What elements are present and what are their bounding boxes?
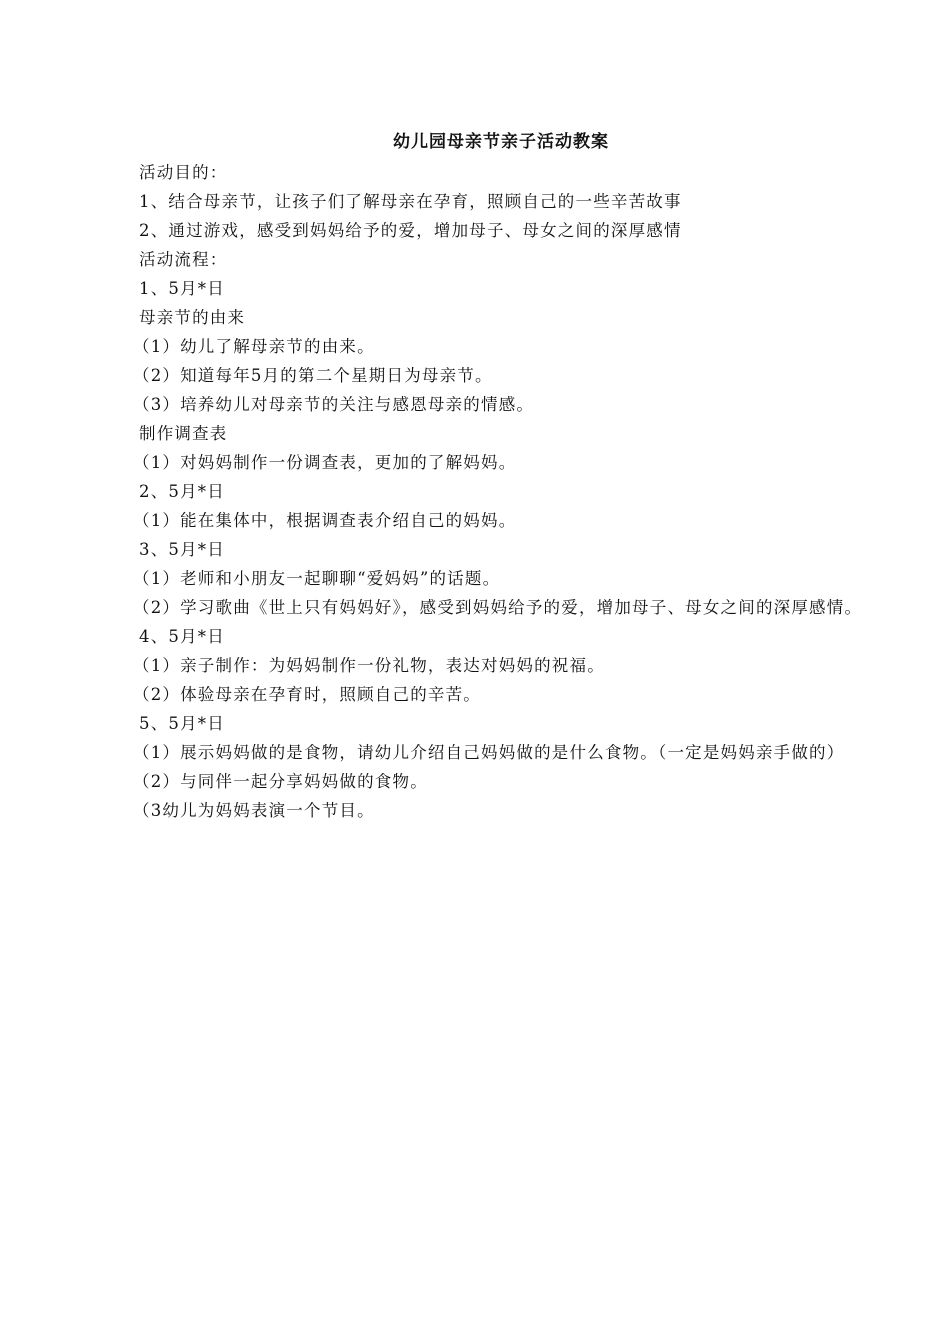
paragraph: 5、5月*日 xyxy=(139,714,225,733)
paragraph: 1、5月*日 xyxy=(139,279,225,298)
list-item: （1）对妈妈制作一份调查表，更加的了解妈妈。 xyxy=(133,453,517,472)
paragraph: 1、结合母亲节，让孩子们了解母亲在孕育，照顾自己的一些辛苦故事 xyxy=(139,192,682,211)
list-item: （3幼儿为妈妈表演一个节目。 xyxy=(133,801,375,820)
paragraph: 2、通过游戏，感受到妈妈给予的爱，增加母子、母女之间的深厚感情 xyxy=(139,221,682,240)
paragraph: 4、5月*日 xyxy=(139,627,225,646)
list-item: （1）老师和小朋友一起聊聊“爱妈妈”的话题。 xyxy=(133,569,501,588)
paragraph: 活动目的： xyxy=(139,163,228,182)
list-item: （2）体验母亲在孕育时，照顾自己的辛苦。 xyxy=(133,685,481,704)
paragraph: 3、5月*日 xyxy=(139,540,225,559)
list-item: （2）知道每年5月的第二个星期日为母亲节。 xyxy=(133,366,493,385)
paragraph: 活动流程： xyxy=(139,250,228,269)
list-item: （2）与同伴一起分享妈妈做的食物。 xyxy=(133,772,428,791)
paragraph: 2、5月*日 xyxy=(139,482,225,501)
list-item: （1）亲子制作：为妈妈制作一份礼物，表达对妈妈的祝福。 xyxy=(133,656,605,675)
list-item: （1）能在集体中，根据调查表介绍自己的妈妈。 xyxy=(133,511,517,530)
list-item: （3）培养幼儿对母亲节的关注与感恩母亲的情感。 xyxy=(133,395,535,414)
document-title: 幼儿园母亲节亲子活动教案 xyxy=(393,132,609,152)
list-item: （1）幼儿了解母亲节的由来。 xyxy=(133,337,375,356)
paragraph: 制作调查表 xyxy=(139,424,228,443)
paragraph: 母亲节的由来 xyxy=(139,308,246,327)
list-item: （1）展示妈妈做的是食物，请幼儿介绍自己妈妈做的是什么食物。（一定是妈妈亲手做的） xyxy=(133,743,845,762)
list-item: （2）学习歌曲《世上只有妈妈好》，感受到妈妈给予的爱，增加母子、母女之间的深厚感情。 xyxy=(133,598,863,617)
document-body xyxy=(88,158,864,825)
